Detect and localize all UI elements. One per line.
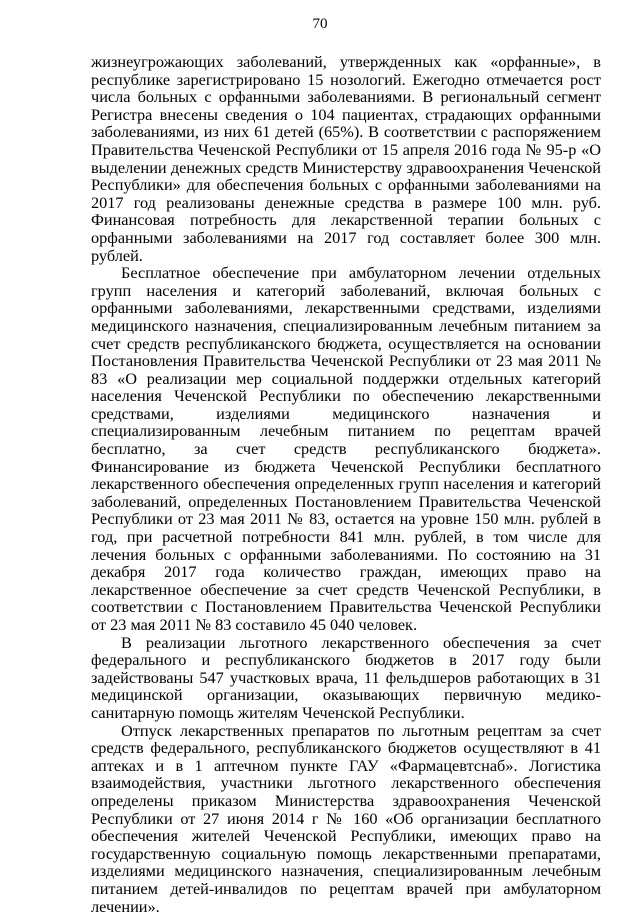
paragraph-3: В реализации льготного лекарственного обеспечения за счет федерального и республиканского бюджетов в 2017 году были задействованы 547 участковых врача, 11 фельдшеров работающих в 31 медицинской организации, оказывающих первичную медико-санитарную помощь жителям Чеченской Республики. — [91, 632, 601, 722]
paragraph-2: Бесплатное обеспечение при амбулаторном лечении отдельных групп населения и категорий заболеваний, включая больных с орфанными заболеваниями, лекарственными средствами, изделиями медицинского назначения, специализированным лечебным питанием за счет средств республиканского бюджета, осуществляется на основании Постановления Правительства Чеченской Республики от 23 мая 2011 № 83 «О реализации мер социальной поддержки отдельных категорий населения Чеченской Республики по обеспечению лекарственными средствами, изделиями медицинского назначения и специализированным лечебным питанием по рецептам врачей бесплатно, за счет средств республиканского бюджета». Финансирование из бюджета Чеченской Республики бесплатного лекарственного обеспечения определенных групп населения и категорий заболеваний, определенных Постановлением Правительства Чеченской Республики от 23 мая 2011 № 83, остается на уровне 150 млн. рублей в год, при расчетной потребности 841 млн. рублей, в том числе для лечения больных с орфанными заболеваниями. По состоянию на 31 декабря 2017 года количество граждан, имеющих право на лекарственное обеспечение за счет средств Чеченской Республики, в соответствии с Постановлением Правительства Чеченской Республики от 23 мая 2011 № 83 составило 45 040 человек. — [91, 263, 601, 634]
body-text — [91, 53, 601, 915]
paragraph-1: жизнеугрожающих заболеваний, утвержденных как «орфанные», в республике зарегистрировано 15 нозологий. Ежегодно отмечается рост числа больных с орфанными заболеваниями. В региональный сегмент Регистра внесены сведения о 104 пациентах, страдающих орфанными заболеваниями, из них 61 детей (65%). В соответствии с распоряжением Правительства Чеченской Республики от 15 апреля 2016 года № 95-р «О выделении денежных средств Министерству здравоохранения Чеченской Республики» для обеспечения больных с орфанными заболеваниями на 2017 год реализованы денежные средства в размере 100 млн. руб. Финансовая потребность для лекарственной терапии больных с орфанными заболеваниями на 2017 год составляет более 300 млн. рублей. — [91, 52, 601, 265]
paragraph-4: Отпуск лекарственных препаратов по льготным рецептам за счет средств федерального, республиканского бюджетов осуществляют в 41 аптеках и в 1 аптечном пункте ГАУ «Фармацевтснаб». Логистика взаимодействия, участники льготного лекарственного обеспечения определены приказом Министерства здравоохранения Чеченской Республики от 27 июня 2014 г № 160 «Об организации бесплатного обеспечения жителей Чеченской Республики, имеющих право на государственную социальную помощь лекарственными препаратами, изделиями медицинского назначения, специализированным лечебным питанием детей-инвалидов по рецептам врачей при амбулаторном лечении». — [91, 720, 601, 916]
page-number: 70 — [312, 16, 328, 32]
